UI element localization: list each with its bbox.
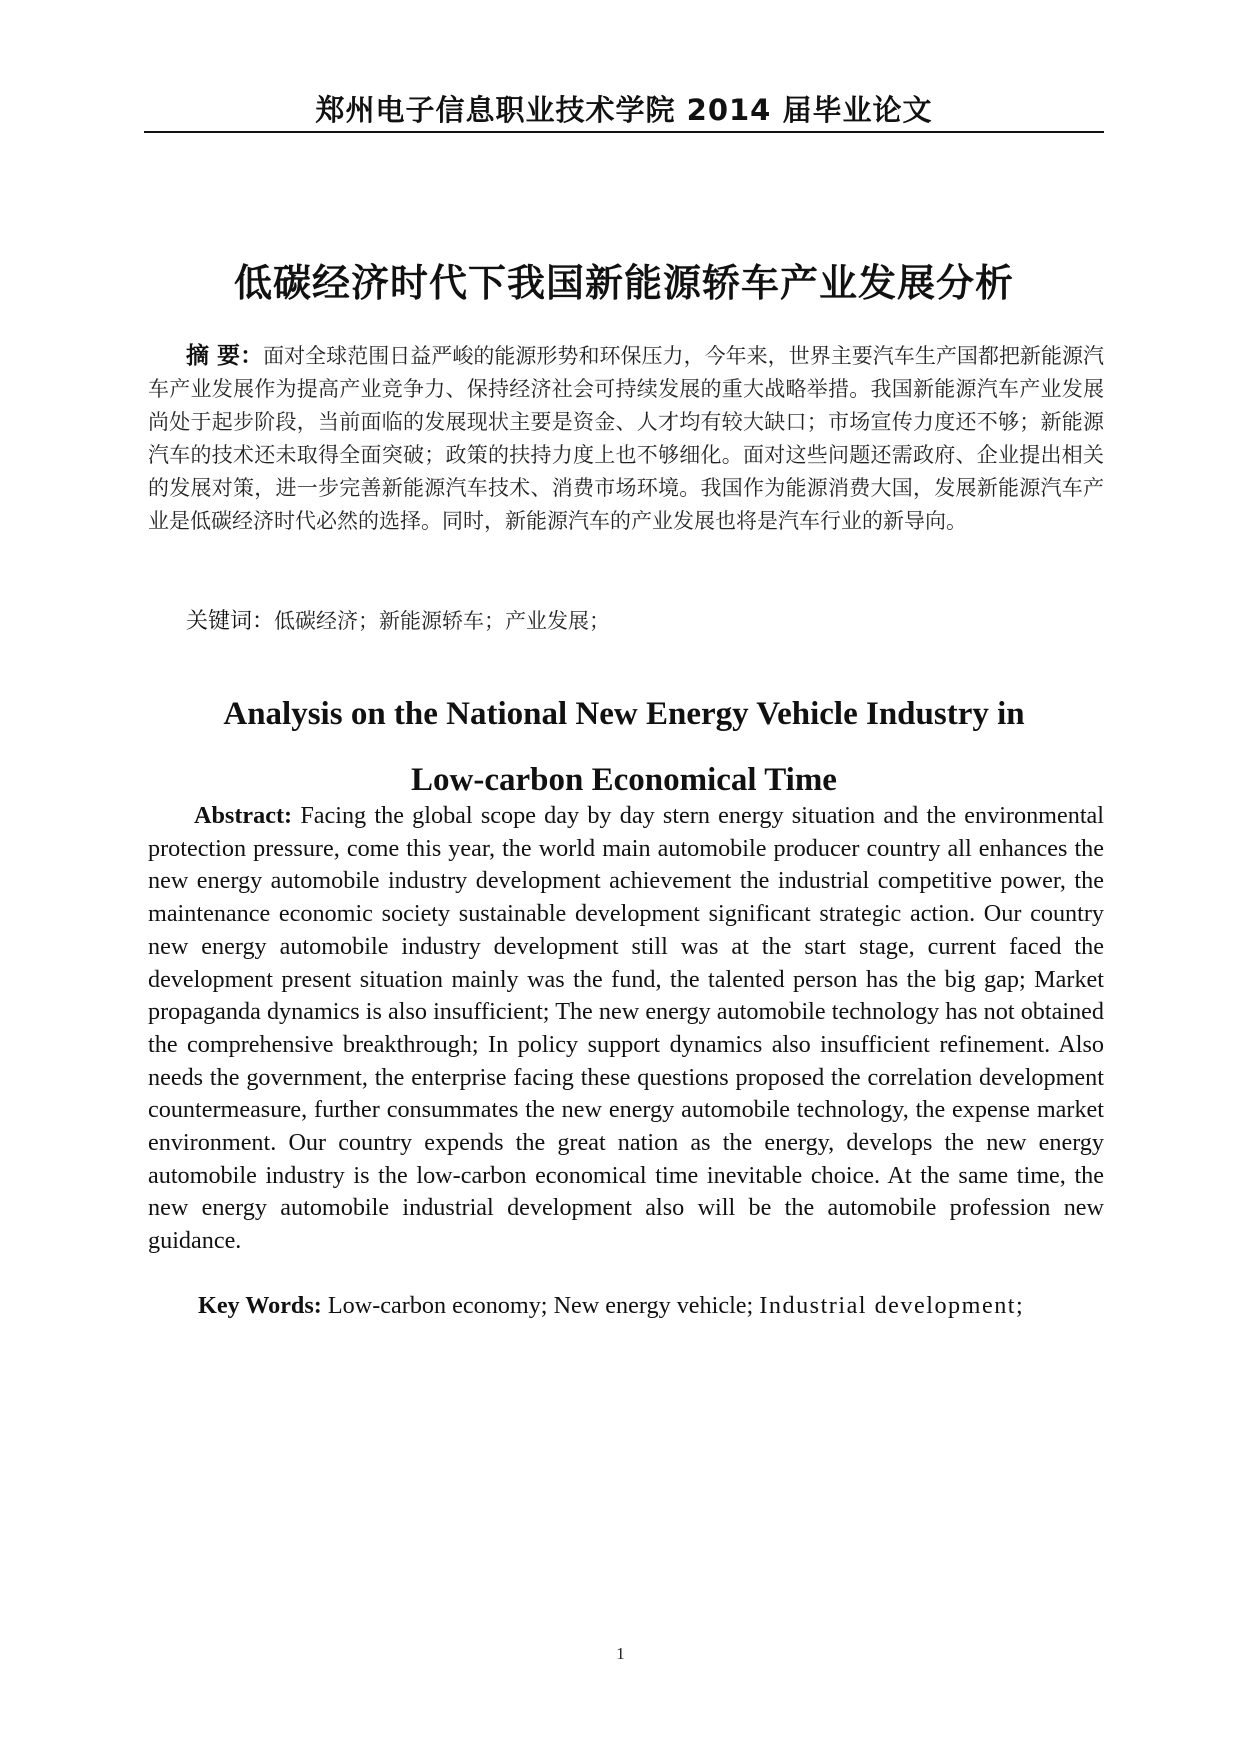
chinese-keywords-label: 关键词： xyxy=(186,609,275,634)
english-abstract-label: Abstract: xyxy=(194,802,293,829)
english-keywords-tail: Industrial development; xyxy=(759,1292,1025,1319)
chinese-abstract-text: 面对全球范围日益严峻的能源形势和环保压力，今年来，世界主要汽车生产国都把新能源汽车产业发展作为提高产业竞争力、保持经济社会可持续发展的重大战略举措。我国新能源汽车产业发展尚处于起步阶段，当前面临的发展现状主要是资金、人才均有较大缺口；市场宣传力度还不够；新能源汽车的技术还未取得全面突破；政策的扶持力度上也不够细化。面对这些问题还需政府、企业提出相关的发展对策，进一步完善新能源汽车技术、消费市场环境。我国作为能源消费大国，发展新能源汽车产业是低碳经济时代必然的选择。同时，新能源汽车的产业发展也将是汽车行业的新导向。 xyxy=(148,344,1104,533)
english-keywords xyxy=(198,1292,1098,1320)
chinese-abstract-label: 摘 要： xyxy=(186,343,264,369)
chinese-abstract xyxy=(148,340,1104,538)
chinese-keywords xyxy=(186,604,1086,635)
english-keywords-text: Low-carbon economy; New energy vehicle; xyxy=(327,1292,754,1319)
english-title-line-2: Low-carbon Economical Time xyxy=(411,762,837,798)
english-title-line-1: Analysis on the National New Energy Vehicle Industry in xyxy=(223,696,1025,732)
english-abstract-text: Facing the global scope day by day stern energy situation and the environmental protection pressure, come this year, the world main automobile producer country all enhances the new energy automobile industry development achievement the industrial competitive power, the maintenance economic society sustainable development significant strategic action. Our country new energy automobile industry development still was at the start stage, current faced the development present situation mainly was the fund, the talented person has the big gap; Market propaganda dynamics is also insufficient; The new energy automobile technology has not obtained the comprehensive breakthrough; In policy support dynamics also insufficient refinement. Also needs the government, the enterprise facing these questions proposed the correlation development countermeasure, further consummates the new energy automobile technology, the expense market environment. Our country expends the great nation as the energy, develops the new energy automobile industry is the low-carbon economical time inevitable choice. At the same time, the new energy automobile industrial development also will be the automobile profession new guidance. xyxy=(148,802,1104,1255)
page-number: 1 xyxy=(616,1644,625,1663)
running-header: 郑州电子信息职业技术学院 2014 届毕业论文 xyxy=(315,93,933,127)
english-title xyxy=(144,681,1104,813)
header-rule xyxy=(144,131,1104,133)
english-abstract xyxy=(148,800,1104,1258)
chinese-title: 低碳经济时代下我国新能源轿车产业发展分析 xyxy=(233,261,1014,305)
english-keywords-label: Key Words: xyxy=(198,1292,322,1319)
chinese-keywords-text: 低碳经济；新能源轿车；产业发展； xyxy=(274,609,611,633)
